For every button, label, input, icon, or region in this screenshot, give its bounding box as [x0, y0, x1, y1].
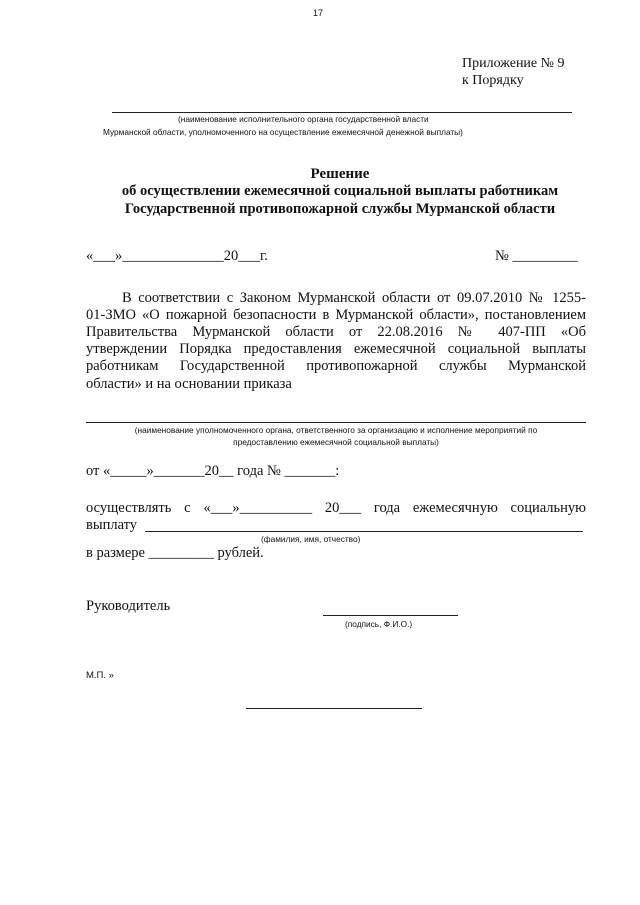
fio-caption: (фамилия, имя, отчество) [261, 534, 361, 544]
paragraph-line-3: Правительства Мурманской области от 22.08.2016 № 407-ПП «Об [86, 324, 586, 340]
payment-line-2: выплату [86, 517, 138, 533]
signature-line [323, 615, 458, 616]
appendix-subtitle: к Порядку [462, 73, 524, 88]
decision-date: «___»______________20___г. [86, 248, 268, 264]
stamp-mark: М.П. » [86, 670, 114, 681]
page-number: 17 [313, 8, 324, 18]
paragraph-line-1: В соответствии с Законом Мурманской области от 09.07.2010 № 1255- [122, 290, 586, 306]
paragraph-line-4: утверждении Порядка предоставления ежемесячной социальной выплаты [86, 341, 586, 357]
bottom-divider [246, 708, 422, 709]
order-caption-2: предоставлению ежемесячной социальной выплаты) [233, 437, 439, 447]
order-line [86, 422, 586, 423]
authority-line [112, 112, 572, 113]
title-line-1: Решение [310, 166, 370, 182]
order-date: от «_____»_______20__ года № _______: [86, 463, 340, 479]
authority-caption-2: Мурманской области, уполномоченного на осуществление ежемесячной денежной выплаты) [103, 127, 463, 137]
title-line-3: Государственной противопожарной службы Мурманской области [124, 201, 556, 217]
paragraph-line-2: 01-ЗМО «О пожарной безопасности в Мурманской области», постановлением [86, 307, 586, 323]
decision-number: № _________ [495, 248, 578, 264]
title-line-2: об осуществлении ежемесячной социальной выплаты работникам [121, 183, 559, 199]
payment-line-1: осуществлять с «___»__________ 20___ года ежемесячную социальную [86, 500, 586, 516]
authority-caption-1: (наименование исполнительного органа государственной власти [178, 114, 429, 124]
fio-line [145, 531, 583, 532]
paragraph-line-5: работникам Государственной противопожарной службы Мурманской [86, 358, 586, 374]
signature-caption: (подпись, Ф.И.О.) [345, 619, 413, 629]
head-label: Руководитель [86, 598, 171, 614]
paragraph-line-6: области» и на основании приказа [86, 376, 292, 392]
appendix-title: Приложение № 9 [462, 56, 565, 71]
payment-amount: в размере _________ рублей. [86, 545, 264, 561]
order-caption-1: (наименование уполномоченного органа, ответственного за организацию и исполнение мероприятий по [134, 425, 538, 435]
